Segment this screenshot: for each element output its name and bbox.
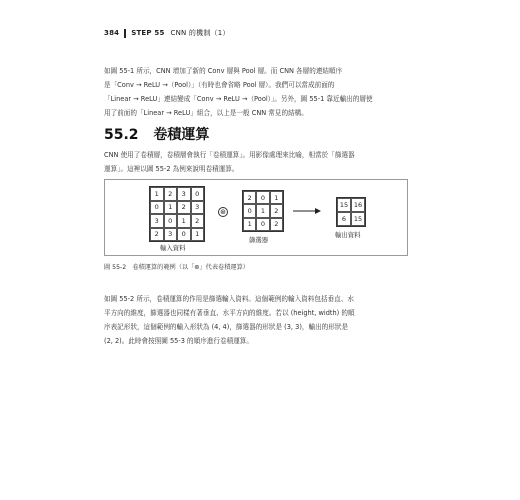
input-cell: 0 [177, 228, 191, 242]
filter-cell: 1 [270, 191, 283, 204]
output-cell: 6 [337, 212, 351, 226]
output-cell: 16 [351, 198, 365, 212]
section-title: 卷積運算 [153, 127, 210, 143]
paragraph-line: 「Linear → ReLU」連結變成「Conv → ReLU →（Pool）」。另外，圖 55-1 靠近輸出的層使 [104, 95, 373, 103]
input-cell: 1 [191, 228, 205, 242]
paragraph-line: 如圖 55-2 所示，卷積運算的作用是篩選輸入資料。這個範例的輸入資料包括垂直、水 [104, 295, 354, 303]
filter-cell: 2 [270, 204, 283, 217]
input-cell: 1 [177, 214, 191, 228]
input-cell: 0 [191, 187, 205, 201]
input-cell: 3 [191, 201, 205, 215]
step-label: STEP 55 [131, 29, 165, 37]
input-cell: 2 [150, 228, 164, 242]
input-cell: 0 [164, 214, 178, 228]
convolution-operator-icon: ⊛ [218, 207, 228, 217]
figure-caption: 圖 55-2 卷積運算的範例（以「⊛」代表卷積運算） [104, 264, 249, 271]
input-data-grid [149, 186, 205, 242]
filter-cell: 0 [243, 204, 256, 217]
output-cell: 15 [351, 212, 365, 226]
filter-grid [242, 190, 284, 232]
input-cell: 1 [164, 201, 178, 215]
figure-convolution-example [104, 179, 408, 256]
filter-cell: 1 [256, 204, 269, 217]
output-data-grid [336, 197, 366, 227]
paragraph-line: 平方向的維度，篩選器也同樣有著垂直、水平方向的維度。若以 (height, width) 的順 [104, 309, 355, 317]
input-cell: 3 [177, 187, 191, 201]
input-cell: 3 [164, 228, 178, 242]
output-data-label: 輸出資料 [335, 231, 361, 239]
paragraph-line: 是「Conv → ReLU →（Pool）」（有時也會省略 Pool 層）。我們可以當成前面的 [104, 81, 335, 89]
input-cell: 2 [191, 214, 205, 228]
input-cell: 1 [150, 187, 164, 201]
section-number: 55.2 [104, 127, 139, 143]
paragraph-line: 如圖 55-1 所示，CNN 增加了新的 Conv 層與 Pool 層。而 CNN 各層的連結順序 [104, 67, 343, 75]
paragraph-line: (2, 2)。此時會按照圖 55-3 的順序進行卷積運算。 [104, 337, 253, 345]
filter-cell: 2 [243, 191, 256, 204]
arrow-right-icon [293, 207, 321, 215]
paragraph-line: 用了前面的「Linear → ReLU」組合，以上是一般 CNN 常見的結構。 [104, 109, 308, 117]
paragraph-line: 運算」。這裡以圖 55-2 為例來說明卷積運算。 [104, 165, 239, 173]
page-header [104, 28, 230, 38]
input-cell: 3 [150, 214, 164, 228]
paragraph-explanation [104, 292, 410, 348]
input-cell: 0 [150, 201, 164, 215]
input-cell: 2 [164, 187, 178, 201]
output-cell: 15 [337, 198, 351, 212]
paragraph-line: CNN 使用了卷積層，卷積層會執行「卷積運算」。用影像處理來比喻，相當於「篩選器 [104, 151, 355, 159]
filter-cell: 0 [256, 191, 269, 204]
header-divider [124, 29, 126, 38]
filter-cell: 2 [270, 218, 283, 231]
input-data-label: 輸入資料 [160, 244, 186, 252]
filter-label: 篩選器 [249, 236, 269, 244]
paragraph-line: 序表記形狀，這個範例的輸入形狀為 (4, 4)，篩選器的形狀是 (3, 3)，輸出的形狀是 [104, 323, 349, 331]
filter-cell: 0 [256, 218, 269, 231]
paragraph-intro [104, 148, 410, 176]
page-number: 384 [104, 29, 120, 37]
filter-cell: 1 [243, 218, 256, 231]
section-heading [104, 124, 209, 144]
input-cell: 2 [177, 201, 191, 215]
chapter-title: CNN 的機制（1） [170, 29, 230, 37]
paragraph-cnn-structure [104, 64, 410, 120]
